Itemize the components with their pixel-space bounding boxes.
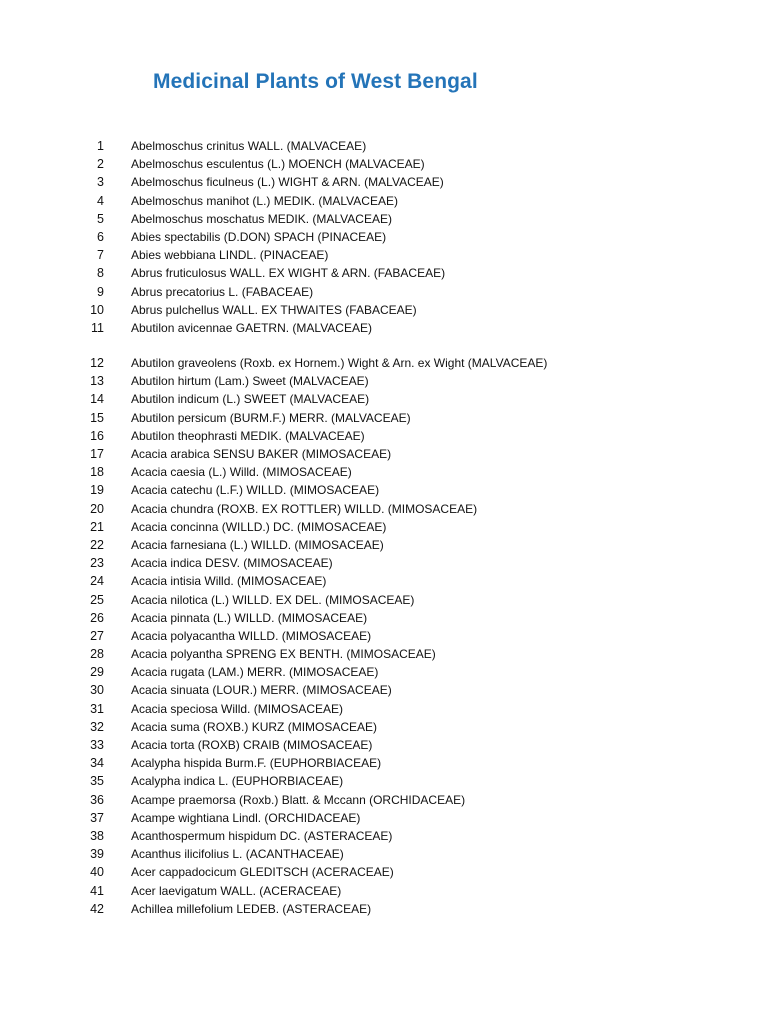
list-item-plant-name: Abrus precatorius L. (FABACEAE) bbox=[131, 284, 314, 299]
list-item bbox=[0, 354, 768, 372]
list-item-number: 36 bbox=[90, 792, 104, 807]
list-item-number: 18 bbox=[90, 465, 104, 480]
list-item-plant-name: Abelmoschus moschatus MEDIK. (MALVACEAE) bbox=[131, 211, 392, 226]
list-item bbox=[0, 609, 768, 627]
list-item bbox=[0, 572, 768, 590]
list-item-plant-name: Abutilon theophrasti MEDIK. (MALVACEAE) bbox=[131, 428, 365, 443]
list-item-plant-name: Achillea millefolium LEDEB. (ASTERACEAE) bbox=[131, 901, 372, 916]
list-item-plant-name: Acampe praemorsa (Roxb.) Blatt. & Mccann (ORCHIDACEAE) bbox=[131, 792, 466, 807]
list-item-number: 17 bbox=[90, 447, 104, 461]
list-item bbox=[0, 283, 768, 301]
list-item-number: 37 bbox=[90, 810, 104, 825]
list-item-number: 13 bbox=[90, 374, 104, 389]
list-item bbox=[0, 372, 768, 390]
list-item-number: 30 bbox=[90, 683, 104, 698]
list-item-plant-name: Acacia intisia Willd. (MIMOSACEAE) bbox=[131, 574, 327, 589]
list-item-plant-name: Acacia nilotica (L.) WILLD. EX DEL. (MIMOSACEAE) bbox=[131, 592, 415, 607]
list-item-plant-name: Acacia rugata (LAM.) MERR. (MIMOSACEAE) bbox=[131, 665, 379, 680]
list-item-number: 23 bbox=[90, 556, 104, 571]
list-item-number: 42 bbox=[90, 901, 104, 916]
list-item bbox=[0, 882, 768, 900]
list-item-number: 34 bbox=[90, 756, 104, 771]
list-item-plant-name: Acanthus ilicifolius L. (ACANTHACEAE) bbox=[131, 847, 344, 862]
list-item bbox=[0, 481, 768, 499]
list-item-number: 9 bbox=[97, 284, 104, 299]
list-item-number: 6 bbox=[97, 229, 104, 244]
list-item-plant-name: Abelmoschus manihot (L.) MEDIK. (MALVACEAE) bbox=[131, 193, 398, 208]
list-item-plant-name: Abutilon indicum (L.) SWEET (MALVACEAE) bbox=[131, 392, 370, 407]
list-item-number: 15 bbox=[90, 410, 104, 425]
list-item bbox=[0, 427, 768, 445]
list-item-number: 32 bbox=[90, 719, 104, 734]
list-item bbox=[0, 554, 768, 572]
list-item bbox=[0, 301, 768, 319]
list-item bbox=[0, 663, 768, 681]
list-item bbox=[0, 754, 768, 772]
list-item-number: 38 bbox=[90, 828, 104, 843]
list-item bbox=[0, 591, 768, 609]
list-item bbox=[0, 536, 768, 554]
list-item-number: 40 bbox=[90, 865, 104, 880]
list-item-plant-name: Acalypha hispida Burm.F. (EUPHORBIACEAE) bbox=[131, 756, 382, 771]
list-item bbox=[0, 390, 768, 408]
list-item-number: 29 bbox=[90, 665, 104, 680]
list-item bbox=[0, 409, 768, 427]
list-item-plant-name: Acacia catechu (L.F.) WILLD. (MIMOSACEAE) bbox=[131, 483, 380, 498]
list-item-plant-name: Acer laevigatum WALL. (ACERACEAE) bbox=[131, 883, 342, 898]
list-item-number: 20 bbox=[90, 501, 104, 516]
list-item bbox=[0, 155, 768, 173]
list-item-plant-name: Acacia farnesiana (L.) WILLD. (MIMOSACEAE) bbox=[131, 537, 384, 552]
list-item-plant-name: Abrus fruticulosus WALL. EX WIGHT & ARN. (FABACEAE) bbox=[131, 266, 446, 281]
list-item-number: 8 bbox=[97, 266, 104, 281]
list-item-number: 4 bbox=[97, 193, 104, 208]
list-item bbox=[0, 173, 768, 191]
list-item-number: 3 bbox=[97, 175, 104, 190]
list-item bbox=[0, 863, 768, 881]
list-item bbox=[0, 137, 768, 155]
list-item-plant-name: Acacia pinnata (L.) WILLD. (MIMOSACEAE) bbox=[131, 610, 368, 625]
list-item-number: 28 bbox=[90, 647, 104, 662]
list-item bbox=[0, 319, 768, 337]
list-item-number: 21 bbox=[90, 519, 104, 534]
plant-list bbox=[0, 137, 768, 918]
list-item-number: 31 bbox=[90, 701, 104, 716]
list-item-number: 5 bbox=[97, 211, 104, 226]
list-item-plant-name: Acacia suma (ROXB.) KURZ (MIMOSACEAE) bbox=[131, 719, 378, 734]
list-item bbox=[0, 718, 768, 736]
list-item bbox=[0, 518, 768, 536]
list-item-plant-name: Abutilon avicennae GAETRN. (MALVACEAE) bbox=[131, 320, 372, 335]
list-item bbox=[0, 736, 768, 754]
list-item-plant-name: Acacia polyacantha WILLD. (MIMOSACEAE) bbox=[131, 628, 372, 643]
list-item bbox=[0, 900, 768, 918]
list-item-plant-name: Acacia arabica SENSU BAKER (MIMOSACEAE) bbox=[131, 447, 392, 461]
list-item-number: 14 bbox=[90, 392, 104, 407]
list-item-number: 22 bbox=[90, 537, 104, 552]
list-item-plant-name: Acacia speciosa Willd. (MIMOSACEAE) bbox=[131, 701, 344, 716]
list-item-plant-name: Acacia concinna (WILLD.) DC. (MIMOSACEAE) bbox=[131, 519, 387, 534]
list-item bbox=[0, 845, 768, 863]
list-item-plant-name: Acer cappadocicum GLEDITSCH (ACERACEAE) bbox=[131, 865, 394, 880]
list-item-number: 26 bbox=[90, 610, 104, 625]
list-item bbox=[0, 264, 768, 282]
list-item-plant-name: Acacia torta (ROXB) CRAIB (MIMOSACEAE) bbox=[131, 738, 373, 752]
list-item bbox=[0, 700, 768, 718]
list-item bbox=[0, 772, 768, 790]
list-item-plant-name: Abelmoschus crinitus WALL. (MALVACEAE) bbox=[131, 139, 367, 153]
list-item bbox=[0, 210, 768, 228]
list-item-number: 27 bbox=[90, 628, 104, 643]
list-item-plant-name: Acanthospermum hispidum DC. (ASTERACEAE) bbox=[131, 828, 393, 843]
list-item bbox=[0, 246, 768, 264]
list-item bbox=[0, 463, 768, 481]
list-item-plant-name: Abelmoschus ficulneus (L.) WIGHT & ARN. (MALVACEAE) bbox=[131, 175, 444, 190]
list-item-plant-name: Acalypha indica L. (EUPHORBIACEAE) bbox=[131, 774, 344, 789]
list-item bbox=[0, 645, 768, 663]
list-item-plant-name: Abies spectabilis (D.DON) SPACH (PINACEAE) bbox=[131, 229, 387, 244]
list-item-plant-name: Abies webbiana LINDL. (PINACEAE) bbox=[131, 248, 329, 263]
list-item-plant-name: Acacia polyantha SPRENG EX BENTH. (MIMOSACEAE) bbox=[131, 647, 436, 662]
list-item-number: 41 bbox=[90, 883, 104, 898]
list-item-plant-name: Abrus pulchellus WALL. EX THWAITES (FABACEAE) bbox=[131, 302, 417, 317]
list-item bbox=[0, 681, 768, 699]
list-item bbox=[0, 500, 768, 518]
page-title: Medicinal Plants of West Bengal bbox=[153, 70, 478, 93]
list-item-plant-name: Abelmoschus esculentus (L.) MOENCH (MALVACEAE) bbox=[131, 157, 425, 172]
list-item-number: 25 bbox=[90, 592, 104, 607]
list-item-plant-name: Abutilon hirtum (Lam.) Sweet (MALVACEAE) bbox=[131, 374, 369, 389]
list-item bbox=[0, 228, 768, 246]
list-item-plant-name: Abutilon persicum (BURM.F.) MERR. (MALVACEAE) bbox=[131, 410, 411, 425]
list-item bbox=[0, 445, 768, 463]
list-item bbox=[0, 627, 768, 645]
list-item-number: 1 bbox=[97, 139, 104, 153]
list-item-plant-name: Abutilon graveolens (Roxb. ex Hornem.) Wight & Arn. ex Wight (MALVACEAE) bbox=[131, 356, 548, 371]
list-item-number: 2 bbox=[97, 157, 104, 172]
list-item-number: 10 bbox=[90, 302, 104, 317]
list-item-number: 39 bbox=[90, 847, 104, 862]
list-item-number: 24 bbox=[90, 574, 104, 589]
list-item bbox=[0, 809, 768, 827]
list-item-plant-name: Acacia caesia (L.) Willd. (MIMOSACEAE) bbox=[131, 465, 352, 480]
list-item bbox=[0, 827, 768, 845]
list-item-plant-name: Acacia indica DESV. (MIMOSACEAE) bbox=[131, 556, 333, 571]
list-item bbox=[0, 791, 768, 809]
list-item-number: 7 bbox=[97, 248, 104, 263]
list-item-plant-name: Acacia sinuata (LOUR.) MERR. (MIMOSACEAE) bbox=[131, 683, 392, 698]
list-item bbox=[0, 192, 768, 210]
list-item-number: 35 bbox=[90, 774, 104, 789]
list-item-plant-name: Acacia chundra (ROXB. EX ROTTLER) WILLD. (MIMOSACEAE) bbox=[131, 501, 478, 516]
list-item-number: 19 bbox=[90, 483, 104, 498]
list-item-number: 16 bbox=[90, 428, 104, 443]
list-item-number: 12 bbox=[90, 356, 104, 371]
list-item-number: 11 bbox=[91, 320, 104, 335]
list-item-plant-name: Acampe wightiana Lindl. (ORCHIDACEAE) bbox=[131, 810, 361, 825]
list-item-number: 33 bbox=[90, 738, 104, 752]
